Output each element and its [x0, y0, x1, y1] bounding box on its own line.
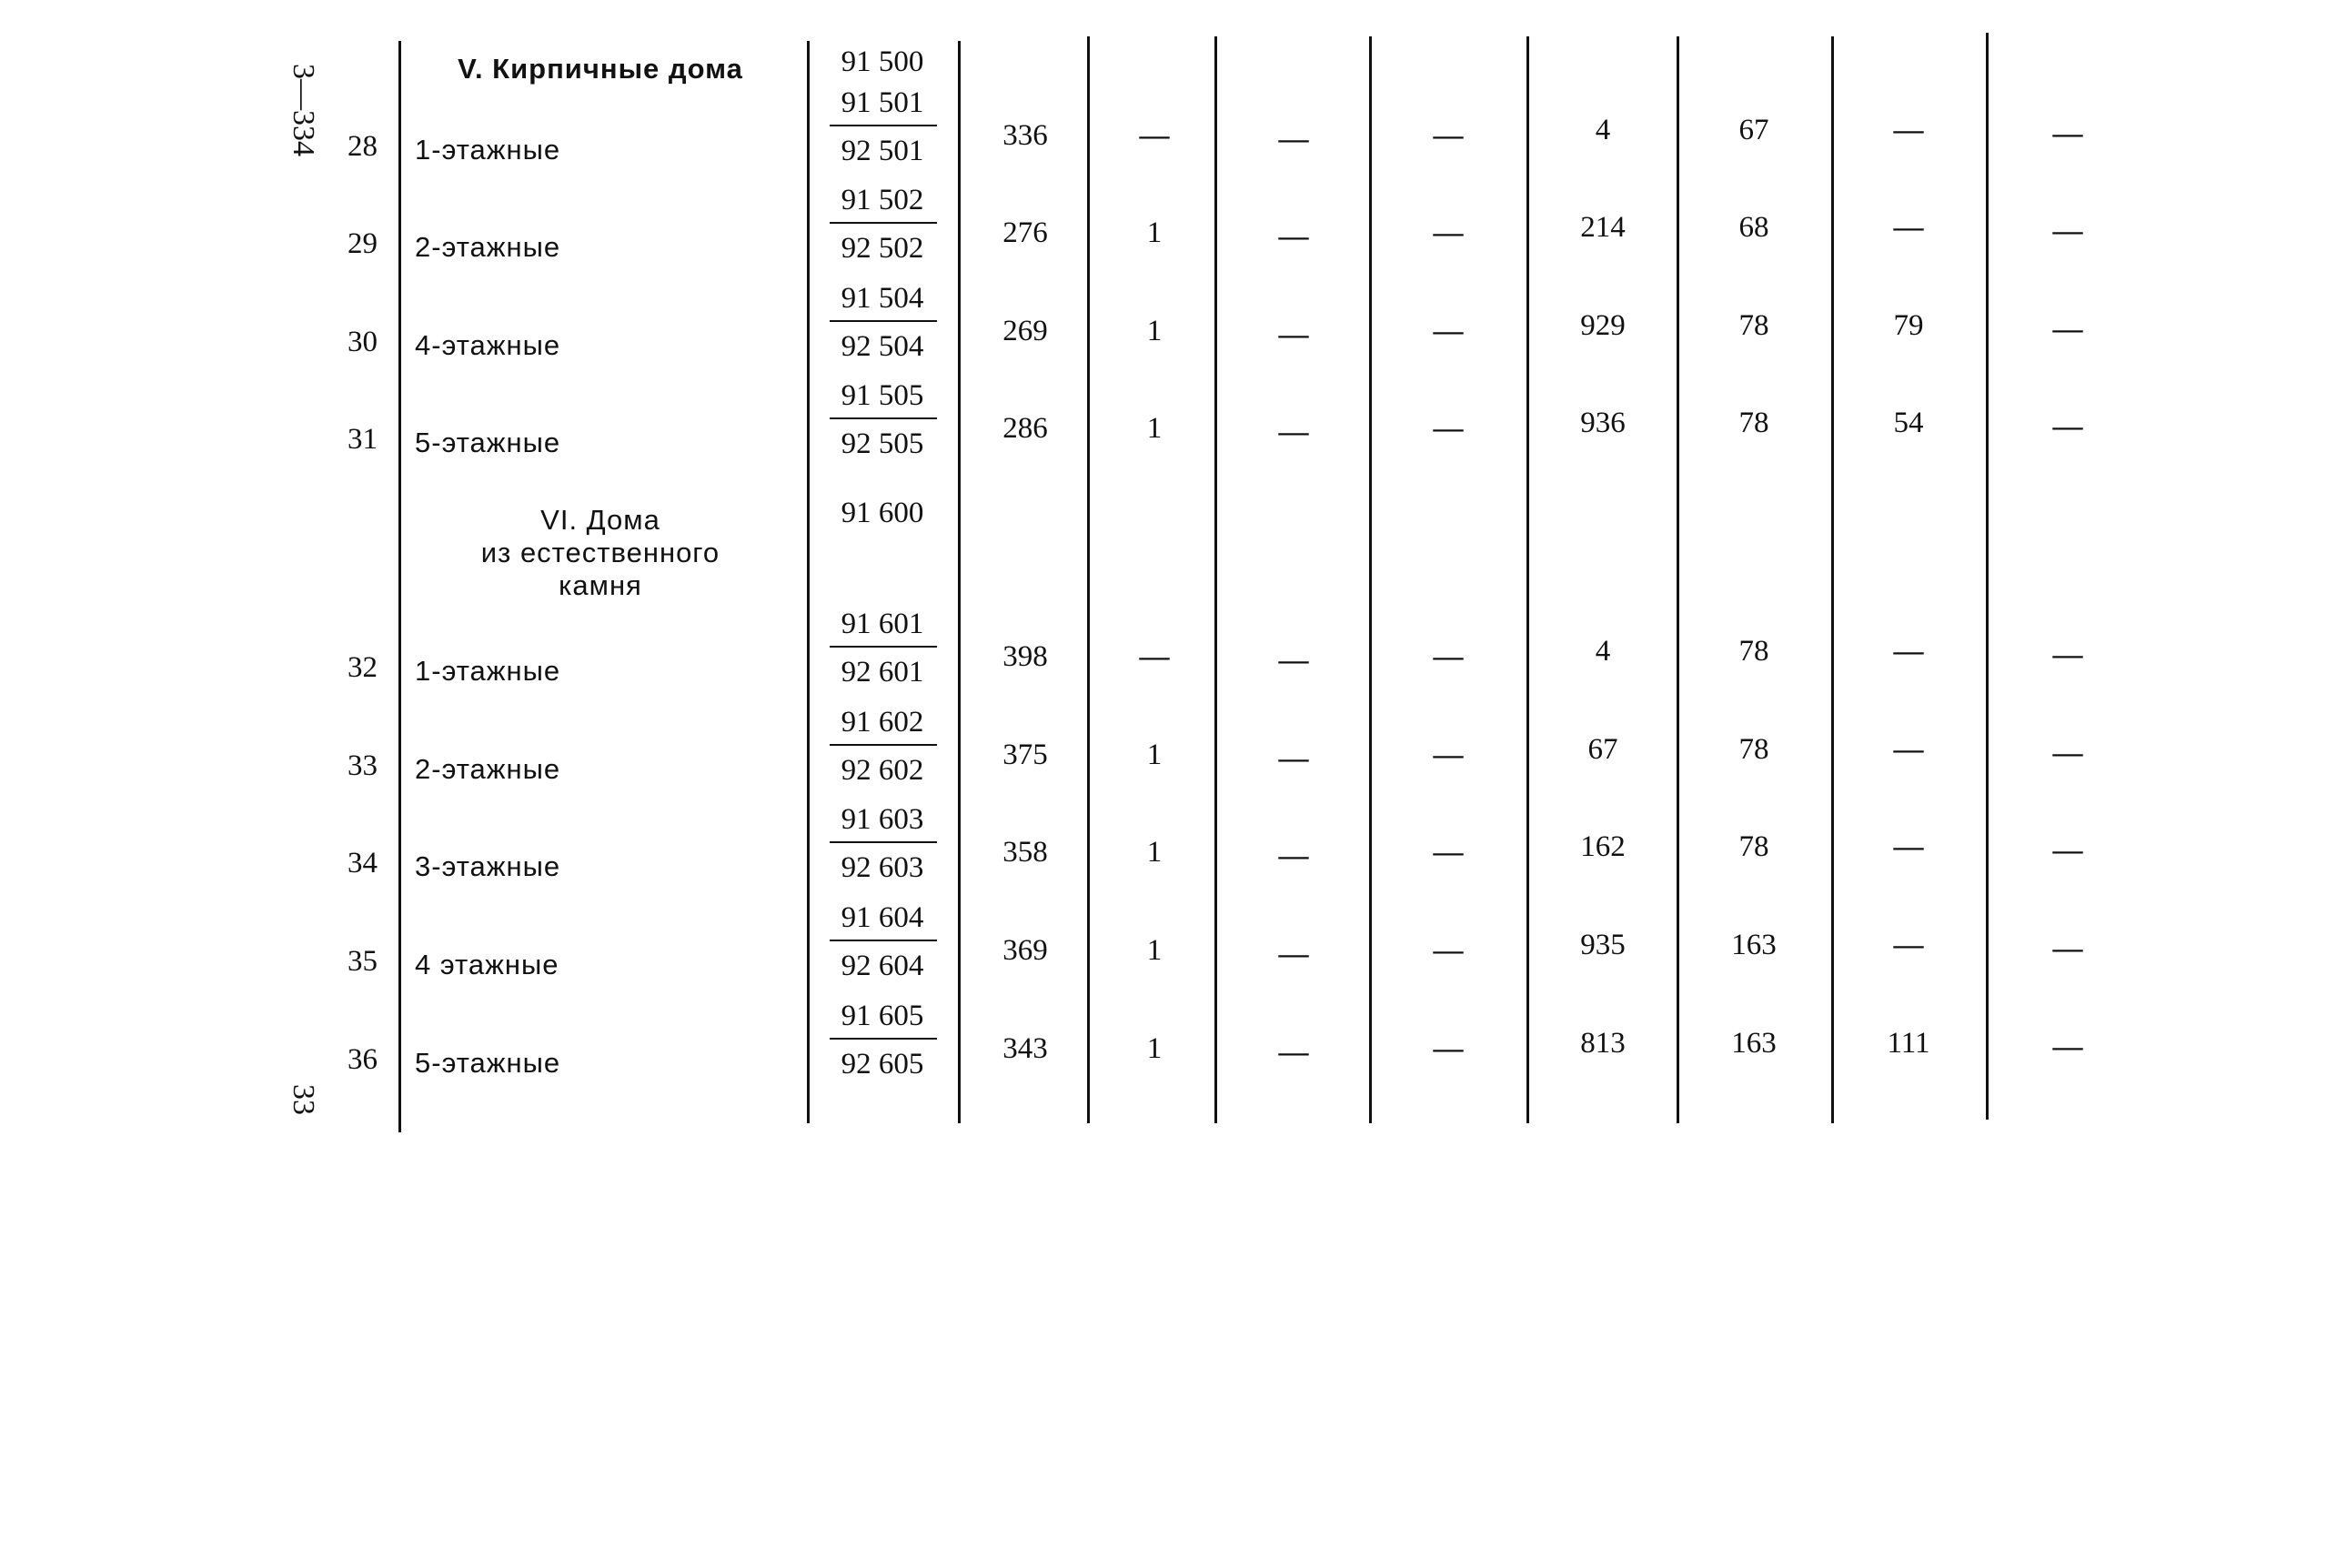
value-cell: 936: [1580, 407, 1626, 439]
value-cell: 369: [1002, 934, 1048, 967]
value-dash: —: [1278, 416, 1309, 448]
value-dash: —: [2052, 638, 2083, 671]
code-top: 91 602: [841, 706, 924, 739]
value-cell: 398: [1002, 640, 1048, 673]
code-bottom: 92 601: [841, 656, 924, 689]
value-dash: —: [2052, 834, 2083, 867]
value-cell: 214: [1580, 211, 1626, 244]
code-top: 91 605: [841, 1000, 924, 1032]
value-cell: 78: [1738, 635, 1769, 668]
fraction-bar: [830, 222, 937, 224]
row-label: 5-этажные: [415, 427, 561, 458]
column-rule: [398, 41, 401, 1132]
value-dash: —: [1139, 119, 1170, 152]
row-number: 28: [348, 130, 378, 163]
row-label: 4 этажные: [415, 949, 559, 980]
fraction-bar: [830, 940, 937, 941]
column-rule: [1087, 36, 1090, 1123]
row-label: 5-этажные: [415, 1047, 561, 1079]
row-number: 30: [348, 326, 378, 358]
value-dash: —: [1433, 216, 1464, 249]
code-bottom: 92 501: [841, 135, 924, 167]
code-bottom: 92 603: [841, 851, 924, 884]
value-cell: 1: [1146, 412, 1163, 445]
value-dash: —: [1433, 119, 1464, 152]
value-dash: —: [1433, 739, 1464, 771]
value-dash: —: [2052, 932, 2083, 965]
code-bottom: 92 504: [841, 330, 924, 363]
column-rule: [958, 41, 961, 1123]
value-dash: —: [1893, 635, 1924, 668]
value-cell: 813: [1580, 1027, 1626, 1060]
value-cell: 78: [1738, 309, 1769, 342]
code-bottom: 92 604: [841, 950, 924, 982]
code-top: 91 601: [841, 608, 924, 640]
code-bottom: 92 505: [841, 427, 924, 460]
row-number: 31: [348, 423, 378, 456]
code-bottom: 92 502: [841, 232, 924, 265]
code-top: 91 501: [841, 86, 924, 119]
value-cell: 162: [1580, 830, 1626, 863]
column-rule: [1214, 36, 1217, 1123]
code-top: 91 603: [841, 803, 924, 836]
fraction-bar: [830, 417, 937, 419]
value-cell: 68: [1738, 211, 1769, 244]
section-code-v: 91 500: [841, 45, 924, 78]
section-heading-vi-line3: камня: [559, 569, 642, 601]
row-number: 32: [348, 651, 378, 684]
value-cell: 1: [1146, 739, 1163, 771]
value-dash: —: [1278, 1036, 1309, 1069]
row-label: 1-этажные: [415, 655, 561, 687]
code-top: 91 502: [841, 184, 924, 216]
fraction-bar: [830, 125, 937, 126]
value-dash: —: [1278, 318, 1309, 351]
value-cell: 78: [1738, 830, 1769, 863]
value-dash: —: [1433, 934, 1464, 967]
section-heading-vi-line2: из естественного: [480, 537, 720, 568]
section-code-vi: 91 600: [841, 497, 924, 529]
value-cell: 67: [1587, 733, 1618, 766]
column-rule: [807, 41, 810, 1123]
row-label: 3-этажные: [415, 850, 561, 882]
value-cell: 78: [1738, 733, 1769, 766]
value-cell: 67: [1738, 114, 1769, 146]
column-rule: [1986, 33, 1989, 1120]
side-code: 3—334: [287, 64, 320, 156]
column-rule: [1526, 36, 1529, 1123]
row-number: 34: [348, 847, 378, 879]
value-cell: 1: [1146, 315, 1163, 347]
fraction-bar: [830, 841, 937, 843]
value-cell: 286: [1002, 412, 1048, 445]
value-cell: 4: [1595, 114, 1611, 146]
value-cell: 163: [1731, 929, 1777, 961]
value-dash: —: [2052, 117, 2083, 150]
section-heading-vi-line1: VI. Дома: [540, 504, 660, 536]
value-dash: —: [2052, 1030, 2083, 1063]
value-cell: 54: [1893, 407, 1924, 439]
row-number: 33: [348, 749, 378, 782]
value-cell: 343: [1002, 1032, 1048, 1065]
column-rule: [1677, 36, 1679, 1123]
value-cell: 358: [1002, 836, 1048, 869]
value-dash: —: [1433, 1032, 1464, 1065]
code-bottom: 92 605: [841, 1048, 924, 1081]
value-dash: —: [1139, 640, 1170, 673]
value-dash: —: [1893, 114, 1924, 146]
fraction-bar: [830, 1038, 937, 1040]
value-cell: 269: [1002, 315, 1048, 347]
value-cell: 79: [1893, 309, 1924, 342]
value-cell: 111: [1887, 1027, 1930, 1060]
row-label: 2-этажные: [415, 231, 561, 263]
code-top: 91 504: [841, 282, 924, 315]
row-number: 29: [348, 227, 378, 260]
row-number: 35: [348, 945, 378, 978]
value-cell: 1: [1146, 216, 1163, 249]
column-rule: [1831, 36, 1834, 1123]
fraction-bar: [830, 646, 937, 648]
value-dash: —: [1893, 211, 1924, 244]
value-dash: —: [2052, 737, 2083, 769]
value-dash: —: [1893, 733, 1924, 766]
page-number: 33: [287, 1084, 320, 1115]
fraction-bar: [830, 744, 937, 746]
value-dash: —: [1278, 123, 1309, 156]
value-dash: —: [1278, 220, 1309, 253]
value-cell: 1: [1146, 836, 1163, 869]
value-cell: 1: [1146, 934, 1163, 967]
value-dash: —: [1433, 836, 1464, 869]
row-number: 36: [348, 1043, 378, 1076]
row-label: 4-этажные: [415, 329, 561, 361]
value-cell: 336: [1002, 119, 1048, 152]
value-dash: —: [1433, 412, 1464, 445]
code-bottom: 92 602: [841, 754, 924, 787]
value-dash: —: [1278, 839, 1309, 872]
column-rule: [1369, 36, 1372, 1123]
value-dash: —: [1278, 742, 1309, 775]
value-cell: 929: [1580, 309, 1626, 342]
value-cell: 276: [1002, 216, 1048, 249]
row-label: 1-этажные: [415, 134, 561, 166]
value-dash: —: [1433, 315, 1464, 347]
section-heading-v: V. Кирпичные дома: [458, 53, 743, 85]
value-dash: —: [2052, 410, 2083, 443]
value-cell: 163: [1731, 1027, 1777, 1060]
value-dash: —: [1893, 830, 1924, 863]
value-cell: 1: [1146, 1032, 1163, 1065]
value-cell: 4: [1595, 635, 1611, 668]
value-dash: —: [1278, 644, 1309, 677]
fraction-bar: [830, 320, 937, 322]
value-cell: 375: [1002, 739, 1048, 771]
value-dash: —: [2052, 215, 2083, 247]
code-top: 91 604: [841, 901, 924, 934]
value-cell: 78: [1738, 407, 1769, 439]
value-dash: —: [1893, 929, 1924, 961]
value-dash: —: [1278, 938, 1309, 970]
value-dash: —: [2052, 313, 2083, 346]
row-label: 2-этажные: [415, 753, 561, 785]
value-cell: 935: [1580, 929, 1626, 961]
code-top: 91 505: [841, 379, 924, 412]
value-dash: —: [1433, 640, 1464, 673]
